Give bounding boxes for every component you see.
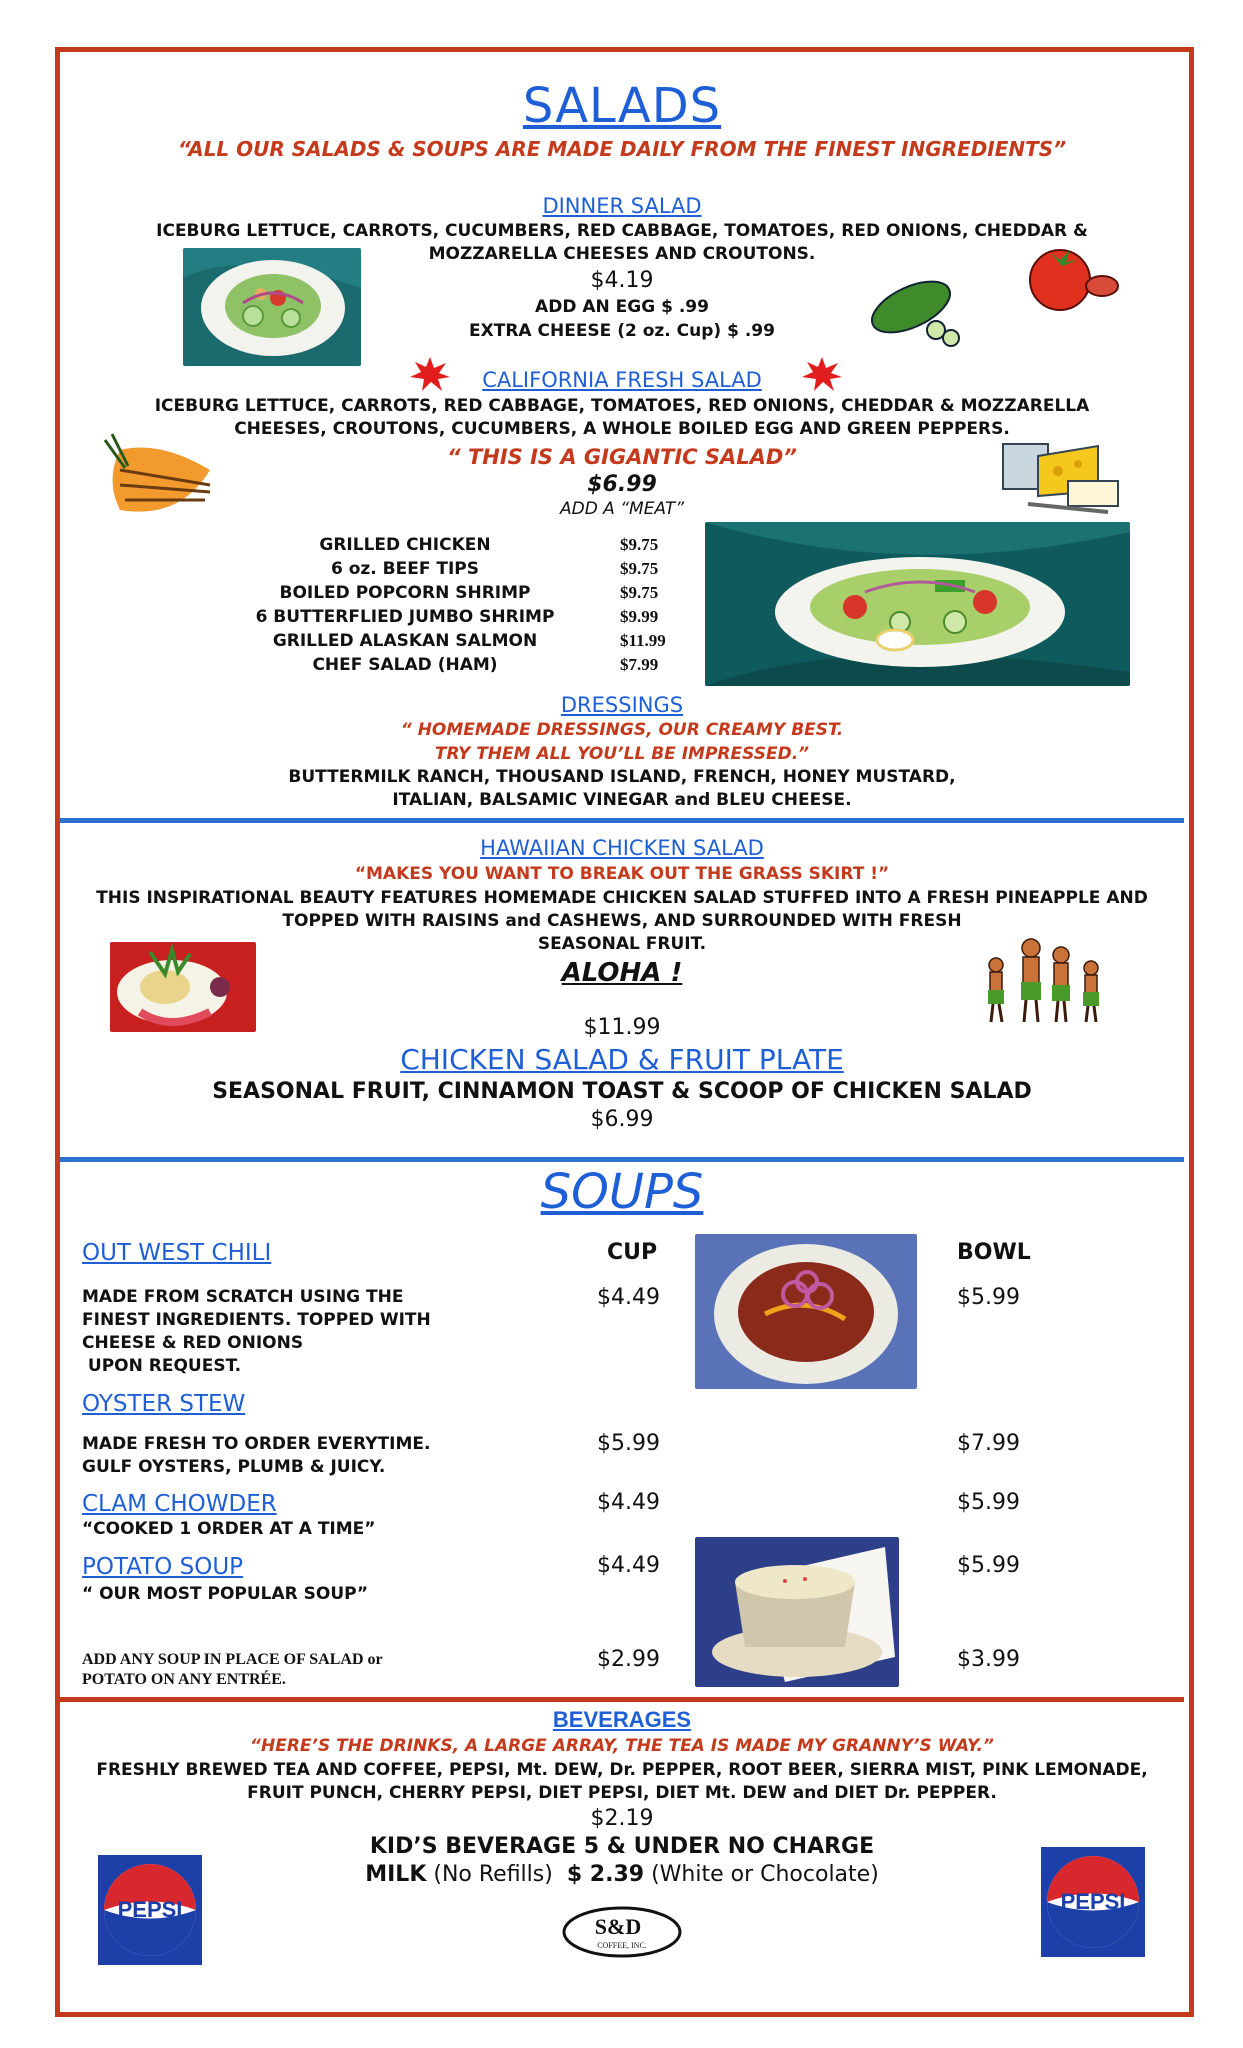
- section-divider: [60, 1157, 1184, 1162]
- sd-logo-text: S&D: [594, 1914, 642, 1939]
- hawaiian-salad-heading: HAWAIIAN CHICKEN SALAD: [480, 836, 764, 860]
- soup-name-chili: OUT WEST CHILI: [82, 1240, 272, 1266]
- beverages-list-1: FRESHLY BREWED TEA AND COFFEE, PEPSI, Mt. DEW, Dr. PEPPER, ROOT BEER, SIERRA MIST, PINK LEMONADE,: [96, 1760, 1148, 1780]
- pepsi-left-text: PEPSI: [117, 1897, 183, 1922]
- meat-price: $7.99: [620, 655, 659, 674]
- pepsi-logo-left: [94, 1853, 206, 1967]
- clam-cup-price: $4.49: [597, 1490, 660, 1515]
- hawaiian-desc-3: SEASONAL FRUIT.: [537, 934, 707, 954]
- soup-desc-line: GULF OYSTERS, PLUMB & JUICY.: [82, 1457, 386, 1477]
- oyster-cup-price: $5.99: [597, 1431, 660, 1456]
- potato-bowl-price: $5.99: [957, 1553, 1020, 1578]
- chili-photo: [695, 1234, 917, 1389]
- salads-tagline: “ALL OUR SALADS & SOUPS ARE MADE DAILY FROM THE FINEST INGREDIENTS”: [177, 137, 1067, 161]
- potato-cup-price: $4.49: [597, 1553, 660, 1578]
- chili-cup-price: $4.49: [597, 1285, 660, 1310]
- meat-price: $9.75: [620, 583, 659, 602]
- dressings-heading: DRESSINGS: [560, 693, 684, 717]
- clam-bowl-price: $5.99: [957, 1490, 1020, 1515]
- soup-desc-line: FINEST INGREDIENTS. TOPPED WITH: [82, 1310, 431, 1330]
- dinner-salad-photo: [183, 248, 361, 366]
- chili-bowl-price: $5.99: [957, 1285, 1020, 1310]
- extra-cheese: EXTRA CHEESE (2 oz. Cup) $ .99: [469, 321, 775, 341]
- milk-price: $ 2.39: [566, 1862, 645, 1887]
- meat-price: $11.99: [620, 631, 666, 650]
- section-divider: [60, 1697, 1184, 1702]
- cucumber-icon: [866, 272, 966, 352]
- dressings-list-1: BUTTERMILK RANCH, THOUSAND ISLAND, FRENCH, HONEY MUSTARD,: [288, 767, 956, 787]
- dressings-quote-2: TRY THEM ALL YOU’LL BE IMPRESSED.”: [434, 744, 810, 764]
- fruit-plate-desc: SEASONAL FRUIT, CINNAMON TOAST & SCOOP OF CHICKEN SALAD: [212, 1079, 1032, 1104]
- soup-desc-line: UPON REQUEST.: [82, 1356, 242, 1376]
- soup-name-clam: CLAM CHOWDER: [82, 1491, 277, 1517]
- meat-price: $9.75: [620, 559, 659, 578]
- hawaiian-desc-1: THIS INSPIRATIONAL BEAUTY FEATURES HOMEMADE CHICKEN SALAD STUFFED INTO A FRESH PINEAPPLE AND: [96, 888, 1148, 908]
- meat-option: GRILLED CHICKEN: [319, 535, 491, 555]
- beverages-price: $2.19: [590, 1806, 654, 1831]
- soup-desc-line: CHEESE & RED ONIONS: [82, 1333, 304, 1353]
- beverages-heading: BEVERAGES: [552, 1707, 692, 1732]
- substitute-bowl-price: $3.99: [957, 1647, 1020, 1672]
- meat-option: 6 BUTTERFLIED JUMBO SHRIMP: [255, 607, 555, 627]
- soups-title: SOUPS: [540, 1164, 704, 1220]
- fruit-plate-price: $6.99: [590, 1107, 654, 1132]
- beverages-list-2: FRUIT PUNCH, CHERRY PEPSI, DIET PEPSI, DIET Mt. DEW and DIET Dr. PEPPER.: [247, 1783, 997, 1803]
- cup-column-header: CUP: [607, 1240, 658, 1265]
- dressings-list-2: ITALIAN, BALSAMIC VINEGAR and BLEU CHEESE.: [392, 790, 852, 810]
- california-salad-desc-1: ICEBURG LETTUCE, CARROTS, RED CABBAGE, TOMATOES, RED ONIONS, CHEDDAR & MOZZARELLA: [154, 396, 1090, 416]
- tomato-icon: [1022, 240, 1122, 315]
- hawaiian-salad-photo: [110, 942, 256, 1032]
- fruit-plate-heading: CHICKEN SALAD & FRUIT PLATE: [400, 1043, 844, 1076]
- california-salad-photo: [705, 522, 1130, 686]
- meat-prices-list: [620, 535, 700, 679]
- soup-desc-line: MADE FROM SCRATCH USING THE: [82, 1287, 404, 1307]
- milk-flavors: (White or Chocolate): [651, 1862, 879, 1887]
- bowl-column-header: BOWL: [957, 1240, 1031, 1265]
- meat-option: CHEF SALAD (HAM): [312, 655, 498, 675]
- hawaiian-desc-2: TOPPED WITH RAISINS and CASHEWS, AND SURROUNDED WITH FRESH: [282, 911, 962, 931]
- soup-name-oyster: OYSTER STEW: [82, 1391, 246, 1417]
- aloha-text: ALOHA !: [561, 958, 683, 988]
- soup-desc-line: “ OUR MOST POPULAR SOUP”: [82, 1584, 369, 1604]
- hula-dancers-icon: [966, 930, 1116, 1030]
- add-egg: ADD AN EGG $ .99: [535, 297, 709, 317]
- meat-option: GRILLED ALASKAN SALMON: [272, 631, 538, 651]
- meat-price: $9.75: [620, 535, 659, 554]
- meat-option: 6 oz. BEEF TIPS: [330, 559, 480, 579]
- pepsi-right-text: PEPSI: [1060, 1889, 1126, 1914]
- sd-coffee-logo: [560, 1904, 684, 1960]
- milk-line: [60, 1862, 1184, 1887]
- salads-title: SALADS: [522, 78, 722, 134]
- milk-label: MILK: [365, 1862, 427, 1887]
- sd-logo-sub: COFFEE, INC.: [597, 1941, 647, 1950]
- hawaiian-quote: “MAKES YOU WANT TO BREAK OUT THE GRASS SKIRT !”: [354, 864, 890, 884]
- substitute-line: ADD ANY SOUP IN PLACE OF SALAD or: [82, 1651, 383, 1668]
- add-meat-label: ADD A “MEAT”: [559, 499, 685, 519]
- soup-desc-line: MADE FRESH TO ORDER EVERYTIME.: [82, 1434, 431, 1454]
- hawaiian-price: $11.99: [583, 1015, 661, 1040]
- soup-desc-potato: [82, 1583, 368, 1606]
- dressings-quote-1: “ HOMEMADE DRESSINGS, OUR CREAMY BEST.: [400, 720, 844, 740]
- substitute-cup-price: $2.99: [597, 1647, 660, 1672]
- kids-beverage: KID’S BEVERAGE 5 & UNDER NO CHARGE: [369, 1834, 875, 1859]
- soup-name-potato: POTATO SOUP: [82, 1554, 244, 1580]
- beverages-quote: “HERE’S THE DRINKS, A LARGE ARRAY, THE TEA IS MADE MY GRANNY’S WAY.”: [250, 1736, 994, 1756]
- oyster-bowl-price: $7.99: [957, 1431, 1020, 1456]
- soup-desc-oyster: [82, 1433, 430, 1479]
- dinner-salad-desc-1: ICEBURG LETTUCE, CARROTS, CUCUMBERS, RED CABBAGE, TOMATOES, RED ONIONS, CHEDDAR &: [156, 221, 1088, 241]
- meat-price: $9.99: [620, 607, 659, 626]
- pepsi-logo-right: [1037, 1845, 1149, 1959]
- california-salad-desc-2: CHEESES, CROUTONS, CUCUMBERS, A WHOLE BOILED EGG AND GREEN PEPPERS.: [234, 419, 1010, 439]
- milk-refills: (No Refills): [433, 1862, 553, 1887]
- dinner-salad-heading: DINNER SALAD: [542, 194, 702, 218]
- section-divider: [60, 818, 1184, 823]
- dinner-salad-price: $4.19: [590, 268, 654, 293]
- dinner-salad-desc-2: MOZZARELLA CHEESES AND CROUTONS.: [428, 244, 816, 264]
- california-salad-heading: CALIFORNIA FRESH SALAD: [482, 368, 762, 392]
- gigantic-salad-note: “ THIS IS A GIGANTIC SALAD”: [447, 445, 797, 469]
- substitute-line: POTATO ON ANY ENTRÉE.: [82, 1671, 286, 1688]
- potato-soup-photo: [695, 1537, 899, 1687]
- soup-desc-chili: [82, 1286, 431, 1378]
- soup-substitute-note: [82, 1650, 383, 1690]
- soup-desc-line: “COOKED 1 ORDER AT A TIME”: [82, 1519, 376, 1539]
- california-salad-price: $6.99: [587, 472, 657, 497]
- cheese-icon: [998, 436, 1123, 516]
- carrots-icon: [100, 430, 220, 520]
- meat-option: BOILED POPCORN SHRIMP: [279, 583, 531, 603]
- soup-desc-clam: [82, 1518, 375, 1541]
- meat-options-list: [185, 535, 625, 679]
